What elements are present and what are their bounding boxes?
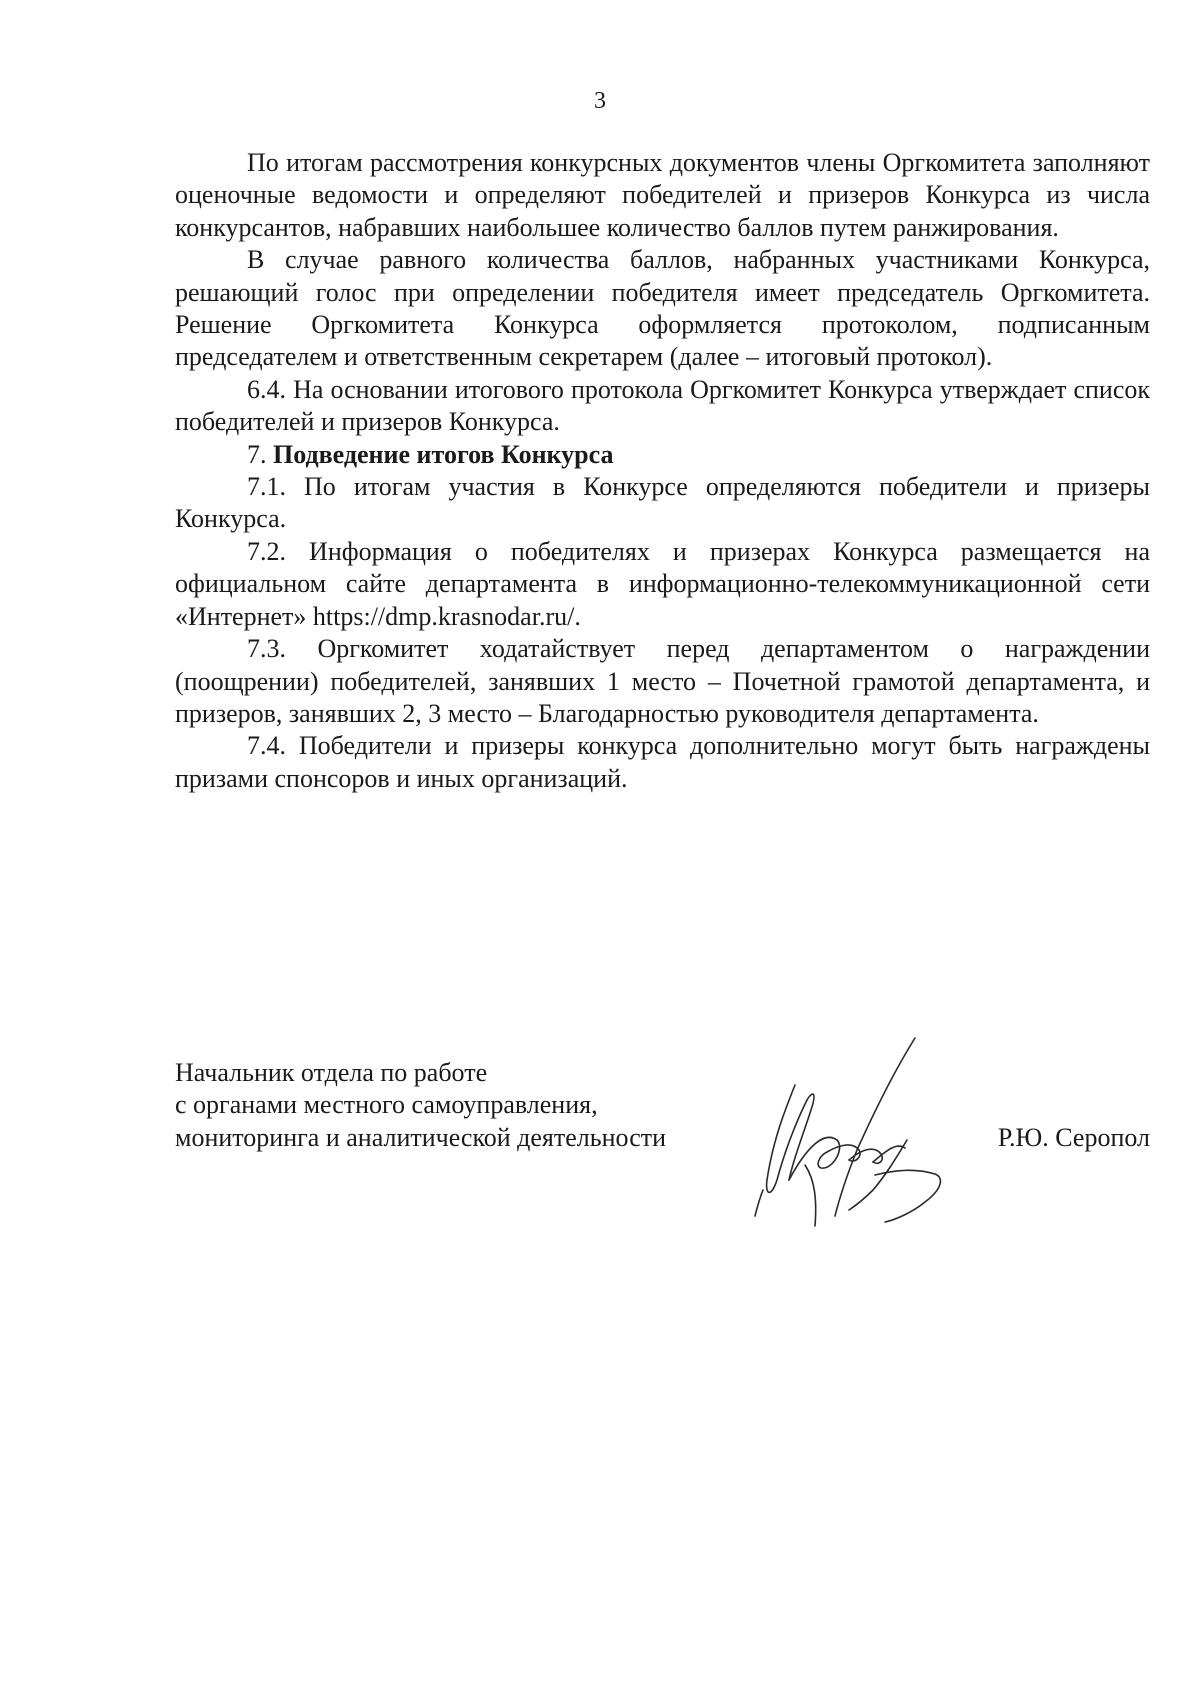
paragraph: 7.2. Информация о победителях и призерах Конкурса размещается на официальном сайте департамента в информационно-телекоммуникационной сети «Интернет» https://dmp.krasnodar.ru/. — [175, 536, 1150, 631]
signatory-title-line: Начальник отдела по работе — [175, 1058, 488, 1087]
paragraph: 6.4. На основании итогового протокола Оргкомитет Конкурса утверждает список победителей и призеров Конкурса. — [175, 374, 1150, 437]
section-heading — [175, 439, 1150, 471]
paragraph: По итогам рассмотрения конкурсных документов члены Оргкомитета заполняют оценочные ведомости и определяют победителей и призеров Конкурса из числа конкурсантов, набравших наибольшее количество баллов путем ранжирования. — [175, 148, 1150, 242]
signatory-name: Р.Ю. Серопол — [997, 1122, 1150, 1152]
paragraph: 7.1. По итогам участия в Конкурсе определяются победители и призеры Конкурса. — [175, 472, 1150, 534]
section-number: 7. — [247, 439, 267, 469]
signatory-title-line: мониторинга и аналитической деятельности — [175, 1122, 667, 1152]
handwritten-signature-icon — [745, 1030, 985, 1230]
paragraph: 7.3. Оргкомитет ходатайствует перед департаментом о награждении (поощрении) победителей, занявших 1 место – Почетной грамотой департамента, и призеров, занявших 2, 3 место – Благодарностью руководителя департамента. — [175, 634, 1150, 728]
paragraph: В случае равного количества баллов, набранных участниками Конкурса, решающий голос при определении победителя имеет председатель Оргкомитета. Решение Оргкомитета Конкурса оформляется протоколом, подписанным председателем и ответственным секретарем (далее – итоговый протокол). — [175, 245, 1150, 372]
paragraph: 7.4. Победители и призеры конкурса дополнительно могут быть награждены призами спонсоров и иных организаций. — [175, 731, 1150, 793]
document-body — [175, 147, 1150, 795]
section-title: Подведение итогов Конкурса — [273, 439, 614, 469]
signatory-title-line: с органами местного самоуправления, — [175, 1090, 598, 1120]
page-number: 3 — [594, 88, 606, 114]
signature-block — [175, 1057, 1150, 1154]
